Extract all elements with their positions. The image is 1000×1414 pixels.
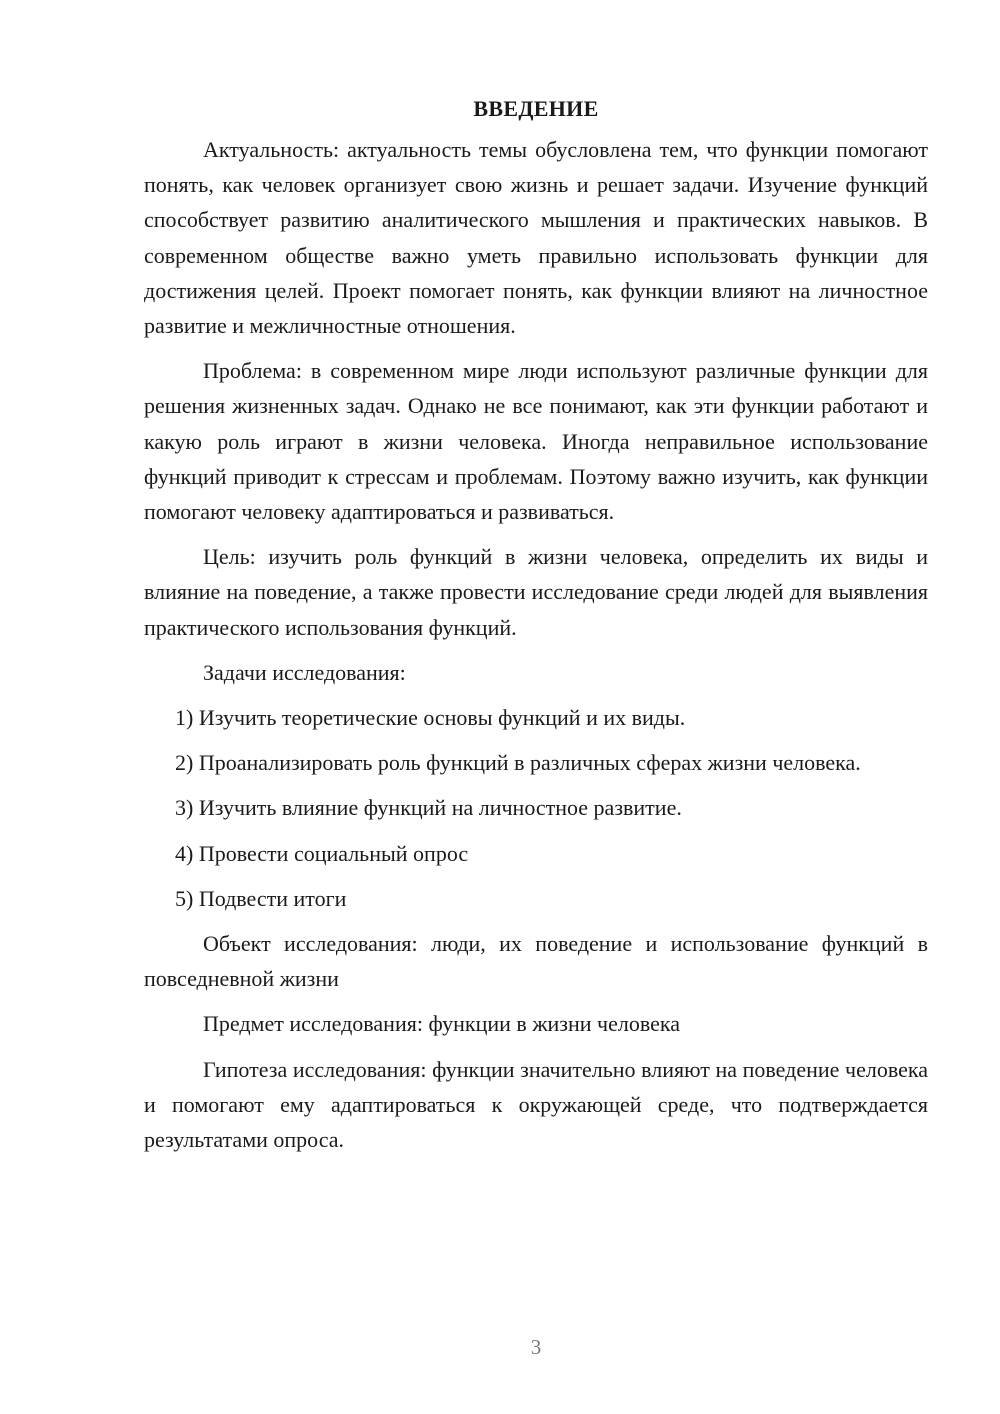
task-item-3: 3) Изучить влияние функций на личностное развитие. [175,795,682,821]
page-title: ВВЕДЕНИЕ [473,96,599,121]
tasks-heading: Задачи исследования: [203,659,406,685]
task-item-5: 5) Подвести итоги [175,885,347,911]
task-item-2: 2) Проанализировать роль функций в различных сферах жизни человека. [175,750,861,776]
task-item-4: 4) Провести социальный опрос [175,840,469,866]
relevance-paragraph: Актуальность: актуальность темы обусловлена тем, что функции помогают понять, как человек организует свою жизнь и решает задачи. Изучение функций способствует развитию аналитического мышления и практических навыков. В современном обществе важно уметь правильно использовать функции для достижения целей. Проект помогает понять, как функции влияют на личностное развитие и межличностные отношения. [144,137,928,339]
task-item-1: 1) Изучить теоретические основы функций и их виды. [175,705,686,731]
goal-paragraph: Цель: изучить роль функций в жизни человека, определить их виды и влияние на поведение, а также провести исследование среди людей для выявления практического использования функций. [144,544,928,640]
hypothesis-paragraph: Гипотеза исследования: функции значительно влияют на поведение человека и помогают ему адаптироваться к окружающей среде, что подтверждается результатами опроса. [144,1056,928,1153]
problem-paragraph: Проблема: в современном мире люди используют различные функции для решения жизненных задач. Однако не все понимают, как эти функции работают и какую роль играют в жизни человека. Иногда неправильное использование функций приводит к стрессам и проблемам. Поэтому важно изучить, как функции помогают человеку адаптироваться и развиваться. [144,358,928,525]
document-page [144,92,928,1167]
subject-paragraph: Предмет исследования: функции в жизни человека [203,1011,680,1037]
page-number: 3 [530,1335,542,1359]
object-paragraph: Объект исследования: люди, их поведение и использование функций в повседневной жизни [144,931,928,992]
